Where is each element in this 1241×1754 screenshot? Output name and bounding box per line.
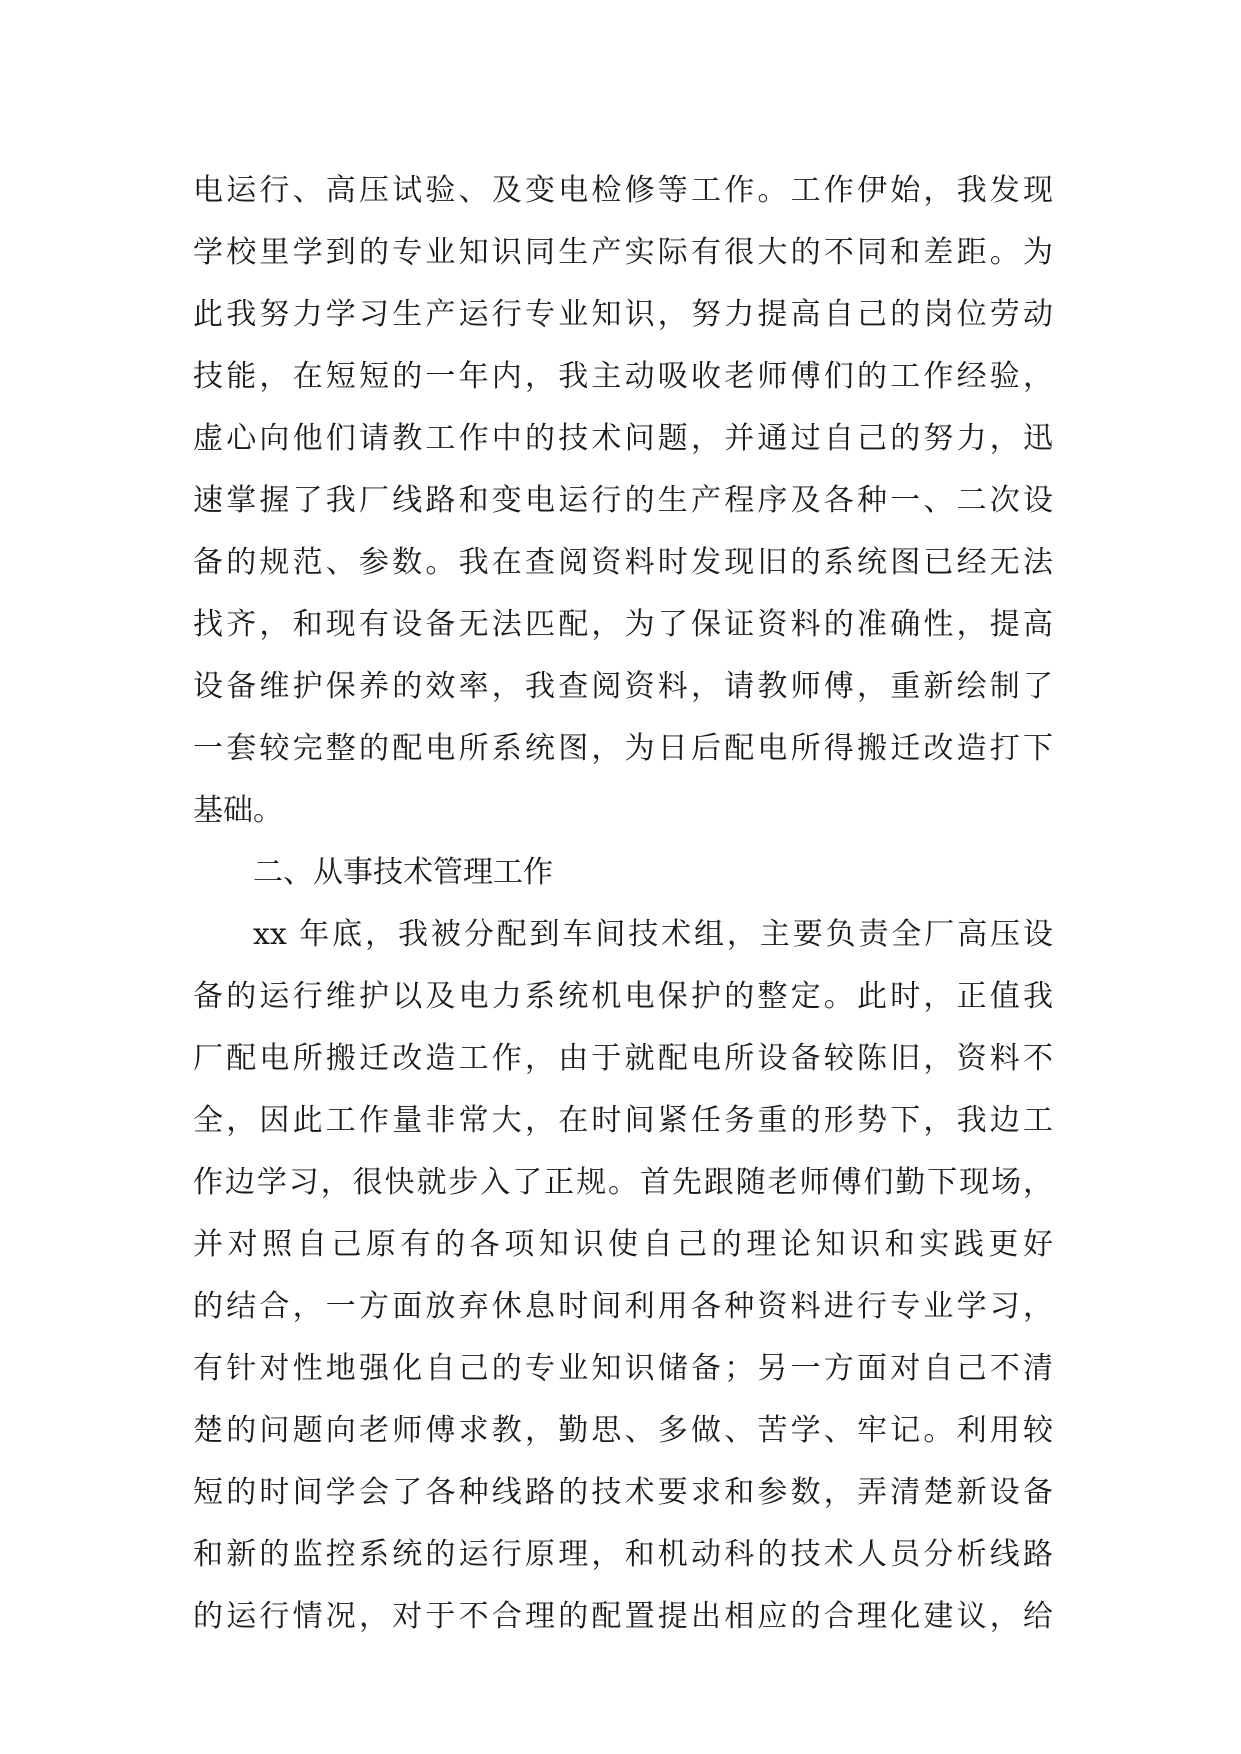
section-heading: 二、从事技术管理工作 <box>253 855 553 890</box>
text-line: 速掌握了我厂线路和变电运行的生产程序及各种一、二次设 <box>193 483 1053 518</box>
text-line: 全，因此工作量非常大，在时间紧任务重的形势下，我边工 <box>193 1103 1053 1138</box>
text-line: 并对照自己原有的各项知识使自己的理论知识和实践更好 <box>193 1227 1053 1262</box>
text-line: 厂配电所搬迁改造工作，由于就配电所设备较陈旧，资料不 <box>193 1041 1053 1076</box>
text-line: 虚心向他们请教工作中的技术问题，并通过自己的努力，迅 <box>193 421 1053 456</box>
text-line: 有针对性地强化自己的专业知识储备；另一方面对自己不清 <box>193 1351 1053 1386</box>
text-line: 备的运行维护以及电力系统机电保护的整定。此时，正值我 <box>193 979 1053 1014</box>
text-line: 技能，在短短的一年内，我主动吸收老师傅们的工作经验， <box>193 359 1053 394</box>
paragraph-1 <box>193 160 1053 842</box>
text-line: 电运行、高压试验、及变电检修等工作。工作伊始，我发现 <box>193 173 1053 208</box>
text-line: 楚的问题向老师傅求教，勤思、多做、苦学、牢记。利用较 <box>193 1413 1053 1448</box>
text-line: 此我努力学习生产运行专业知识，努力提高自己的岗位劳动 <box>193 297 1053 332</box>
text-line: xx 年底，我被分配到车间技术组，主要负责全厂高压设 <box>253 917 1053 952</box>
text-line: 和新的监控系统的运行原理，和机动科的技术人员分析线路 <box>193 1537 1053 1572</box>
text-line: 设备维护保养的效率，我查阅资料，请教师傅，重新绘制了 <box>193 669 1053 704</box>
text-line: 短的时间学会了各种线路的技术要求和参数，弄清楚新设备 <box>193 1475 1053 1510</box>
paragraph-2 <box>193 904 1053 1648</box>
text-line: 作边学习，很快就步入了正规。首先跟随老师傅们勤下现场， <box>193 1165 1053 1200</box>
text-line: 一套较完整的配电所系统图，为日后配电所得搬迁改造打下 <box>193 731 1053 766</box>
text-line: 备的规范、参数。我在查阅资料时发现旧的系统图已经无法 <box>193 545 1053 580</box>
text-line: 找齐，和现有设备无法匹配，为了保证资料的准确性，提高 <box>193 607 1053 642</box>
text-line: 基础。 <box>193 793 283 828</box>
text-line: 的结合，一方面放弃休息时间利用各种资料进行专业学习， <box>193 1289 1053 1324</box>
text-line: 学校里学到的专业知识同生产实际有很大的不同和差距。为 <box>193 235 1053 270</box>
document-page <box>193 160 1053 1648</box>
text-line: 的运行情况，对于不合理的配置提出相应的合理化建议，给 <box>193 1599 1053 1634</box>
